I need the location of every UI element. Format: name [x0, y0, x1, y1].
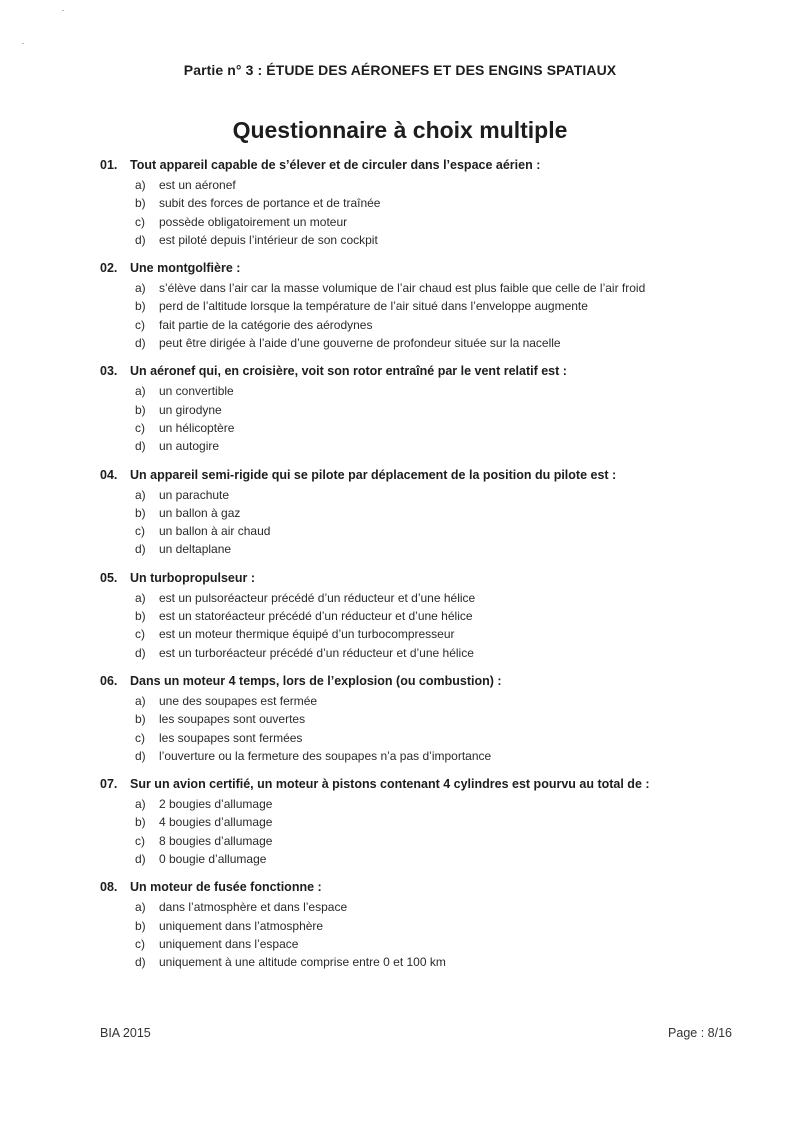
question-7 — [100, 776, 700, 868]
question-list — [100, 157, 700, 983]
option-text: est un moteur thermique équipé d’un turbocompresseur — [159, 627, 455, 642]
question-2 — [100, 260, 700, 352]
answer-options — [135, 795, 700, 868]
option-text: fait partie de la catégorie des aérodynes — [159, 317, 373, 332]
answer-option — [135, 176, 700, 194]
answer-options — [135, 382, 700, 455]
scan-speck — [22, 43, 24, 44]
option-text: un girodyne — [159, 402, 222, 417]
question-6 — [100, 673, 700, 765]
question-8 — [100, 879, 700, 971]
answer-option — [135, 279, 700, 297]
question-line — [100, 260, 700, 277]
option-letter: b) — [135, 918, 146, 933]
question-number: 02. — [100, 261, 118, 276]
answer-option — [135, 917, 700, 935]
option-letter: a) — [135, 384, 146, 399]
option-letter: c) — [135, 730, 145, 745]
answer-option — [135, 486, 700, 504]
option-letter: c) — [135, 420, 145, 435]
option-text: un autogire — [159, 439, 220, 454]
question-1 — [100, 157, 700, 249]
option-letter: a) — [135, 797, 146, 812]
option-letter: d) — [135, 645, 146, 660]
footer-exam-label: BIA 2015 — [100, 1026, 151, 1040]
page-header: Partie n° 3 : ÉTUDE DES AÉRONEFS ET DES ENGINS SPATIAUX — [183, 62, 617, 78]
answer-option — [135, 692, 700, 710]
answer-option — [135, 953, 700, 971]
answer-option — [135, 898, 700, 916]
answer-option — [135, 795, 700, 813]
option-letter: b) — [135, 299, 146, 314]
answer-option — [135, 935, 700, 953]
question-text: Un appareil semi-rigide qui se pilote par déplacement de la position du pilote est : — [130, 467, 617, 482]
answer-option — [135, 644, 700, 662]
option-letter: c) — [135, 833, 145, 848]
option-letter: b) — [135, 402, 146, 417]
option-text: uniquement dans l’espace — [159, 936, 299, 951]
question-text: Un moteur de fusée fonctionne : — [130, 880, 322, 895]
option-text: les soupapes sont ouvertes — [159, 712, 306, 727]
answer-option — [135, 832, 700, 850]
option-letter: b) — [135, 196, 146, 211]
answer-option — [135, 625, 700, 643]
question-number: 06. — [100, 673, 118, 688]
option-letter: a) — [135, 178, 146, 192]
page-title: Questionnaire à choix multiple — [232, 117, 568, 143]
question-line — [100, 673, 700, 690]
answer-option — [135, 540, 700, 558]
option-text: un ballon à air chaud — [159, 524, 271, 539]
option-text: est piloté depuis l’intérieur de son cockpit — [159, 232, 378, 247]
option-letter: b) — [135, 609, 146, 624]
question-number: 01. — [100, 158, 118, 172]
answer-options — [135, 486, 700, 559]
answer-option — [135, 231, 700, 249]
question-number: 08. — [100, 880, 118, 895]
answer-option — [135, 382, 700, 400]
option-letter: a) — [135, 590, 146, 605]
option-letter: a) — [135, 487, 146, 502]
answer-option — [135, 589, 700, 607]
question-4 — [100, 467, 700, 559]
question-text: Sur un avion certifié, un moteur à pistons contenant 4 cylindres est pourvu au total de : — [130, 777, 650, 792]
option-text: un ballon à gaz — [159, 505, 241, 520]
answer-option — [135, 297, 700, 315]
question-line — [100, 157, 700, 174]
option-text: perd de l’altitude lorsque la température de l’air situé dans l’enveloppe augmente — [159, 299, 588, 314]
option-text: peut être dirigée à l’aide d’une gouverne de profondeur située sur la nacelle — [159, 336, 561, 351]
answer-option — [135, 607, 700, 625]
option-text: possède obligatoirement un moteur — [159, 214, 348, 229]
option-letter: a) — [135, 693, 146, 708]
question-text: Tout appareil capable de s’élever et de circuler dans l’espace aérien : — [130, 158, 541, 172]
answer-options — [135, 279, 700, 352]
option-text: une des soupapes est fermée — [159, 693, 318, 708]
option-text: subit des forces de portance et de traînée — [159, 196, 381, 211]
question-number: 07. — [100, 777, 118, 792]
option-text: 0 bougie d’allumage — [159, 852, 267, 867]
question-text: Dans un moteur 4 temps, lors de l’explosion (ou combustion) : — [130, 673, 502, 688]
option-letter: a) — [135, 900, 146, 915]
option-letter: c) — [135, 524, 145, 539]
option-text: uniquement dans l’atmosphère — [159, 918, 324, 933]
answer-option — [135, 710, 700, 728]
option-text: est un turboréacteur précédé d’un réducteur et d’une hélice — [159, 645, 474, 660]
option-text: 2 bougies d’allumage — [159, 797, 273, 812]
question-text: Un turbopropulseur : — [130, 570, 255, 585]
option-text: 8 bougies d’allumage — [159, 833, 273, 848]
answer-option — [135, 316, 700, 334]
option-text: les soupapes sont fermées — [159, 730, 303, 745]
option-letter: d) — [135, 955, 146, 970]
footer-page-number: Page : 8/16 — [668, 1026, 732, 1040]
question-line — [100, 776, 700, 793]
option-letter: c) — [135, 627, 145, 642]
question-number: 04. — [100, 467, 118, 482]
option-letter: c) — [135, 936, 145, 951]
question-number: 05. — [100, 570, 118, 585]
question-line — [100, 570, 700, 587]
question-line — [100, 879, 700, 896]
question-text: Un aéronef qui, en croisière, voit son rotor entraîné par le vent relatif est : — [130, 364, 567, 379]
option-letter: b) — [135, 815, 146, 830]
question-5 — [100, 570, 700, 662]
answer-option — [135, 401, 700, 419]
answer-option — [135, 850, 700, 868]
option-text: un hélicoptère — [159, 420, 235, 435]
answer-options — [135, 589, 700, 662]
answer-options — [135, 176, 700, 249]
answer-option — [135, 504, 700, 522]
answer-options — [135, 692, 700, 765]
option-text: est un statoréacteur précédé d’un réducteur et d’une hélice — [159, 609, 473, 624]
scan-speck — [62, 10, 64, 11]
option-letter: d) — [135, 336, 146, 351]
answer-option — [135, 729, 700, 747]
option-letter: d) — [135, 748, 146, 763]
answer-option — [135, 334, 700, 352]
option-letter: d) — [135, 542, 146, 557]
answer-option — [135, 813, 700, 831]
option-letter: b) — [135, 505, 146, 520]
option-text: un parachute — [159, 487, 230, 502]
option-letter: c) — [135, 317, 145, 332]
option-text: un deltaplane — [159, 542, 232, 557]
question-text: Une montgolfière : — [130, 261, 241, 276]
option-text: est un aéronef — [159, 178, 236, 192]
option-text: s’élève dans l’air car la masse volumique de l’air chaud est plus faible que celle de l’air froid — [159, 281, 646, 296]
answer-option — [135, 419, 700, 437]
question-line — [100, 467, 700, 484]
option-text: est un pulsoréacteur précédé d’un réducteur et d’une hélice — [159, 590, 476, 605]
question-line — [100, 363, 700, 380]
option-text: un convertible — [159, 384, 234, 399]
option-letter: d) — [135, 439, 146, 454]
option-letter: a) — [135, 281, 146, 296]
option-text: uniquement à une altitude comprise entre 0 et 100 km — [159, 955, 446, 970]
option-text: 4 bougies d’allumage — [159, 815, 273, 830]
option-text: dans l’atmosphère et dans l’espace — [159, 900, 348, 915]
answer-option — [135, 213, 700, 231]
question-3 — [100, 363, 700, 455]
option-letter: c) — [135, 214, 145, 229]
answer-option — [135, 437, 700, 455]
answer-option — [135, 522, 700, 540]
answer-option — [135, 194, 700, 212]
option-letter: d) — [135, 232, 146, 247]
answer-options — [135, 898, 700, 971]
option-letter: d) — [135, 852, 146, 867]
answer-option — [135, 747, 700, 765]
question-number: 03. — [100, 364, 118, 379]
option-text: l’ouverture ou la fermeture des soupapes n’a pas d’importance — [159, 748, 492, 763]
option-letter: b) — [135, 712, 146, 727]
